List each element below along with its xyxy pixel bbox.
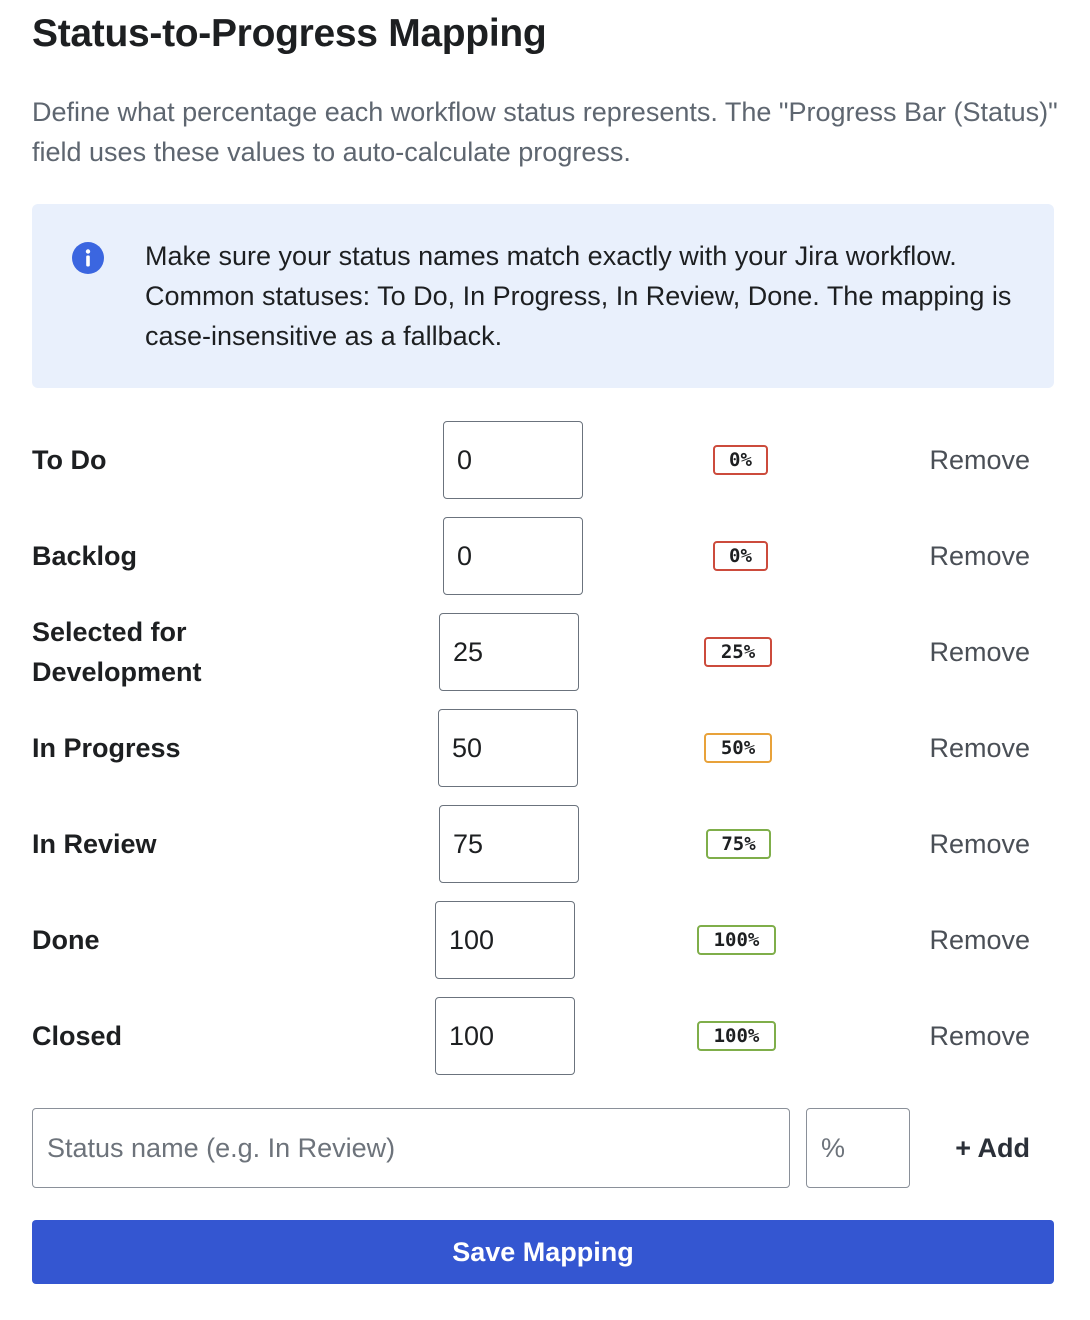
- remove-button[interactable]: Remove: [929, 796, 1030, 892]
- info-message: Make sure your status names match exactly with your Jira workflow. Common statuses: To Do, In Progress, In Review, Done. The mapping is case-insensitive as a fallback.: [145, 241, 1012, 351]
- mapping-row: [0, 508, 1090, 604]
- percent-input[interactable]: [435, 997, 575, 1075]
- add-button[interactable]: + Add: [955, 1108, 1030, 1188]
- mapping-row: [0, 988, 1090, 1084]
- info-icon: [72, 242, 104, 274]
- percent-input[interactable]: [443, 517, 583, 595]
- status-name: Backlog: [32, 541, 138, 571]
- mapping-row: [0, 604, 1090, 700]
- percent-badge: 50%: [704, 733, 772, 763]
- mapping-row: [0, 796, 1090, 892]
- remove-button[interactable]: Remove: [929, 988, 1030, 1084]
- remove-button[interactable]: Remove: [929, 412, 1030, 508]
- percent-badge: 0%: [713, 445, 768, 475]
- page-title: Status-to-Progress Mapping: [32, 12, 547, 55]
- status-name: In Progress: [32, 733, 181, 763]
- mapping-row: [0, 892, 1090, 988]
- percent-input[interactable]: [439, 805, 579, 883]
- percent-badge: 25%: [704, 637, 772, 667]
- remove-button[interactable]: Remove: [929, 508, 1030, 604]
- mapping-row: [0, 700, 1090, 796]
- percent-badge: 75%: [706, 829, 771, 859]
- page-description: Define what percentage each workflow status represents. The "Progress Bar (Status)" field uses these values to auto-calculate progress.: [32, 97, 1058, 167]
- remove-button[interactable]: Remove: [929, 892, 1030, 988]
- status-name: In Review: [32, 829, 157, 859]
- mapping-row: [0, 412, 1090, 508]
- percent-input[interactable]: [439, 613, 579, 691]
- status-name: Selected for Development: [32, 617, 202, 687]
- status-name: To Do: [32, 445, 107, 475]
- save-mapping-button[interactable]: Save Mapping: [32, 1220, 1054, 1284]
- remove-button[interactable]: Remove: [929, 604, 1030, 700]
- percent-input[interactable]: [438, 709, 578, 787]
- remove-button[interactable]: Remove: [929, 700, 1030, 796]
- percent-badge: 0%: [713, 541, 768, 571]
- percent-input[interactable]: [435, 901, 575, 979]
- status-name: Done: [32, 925, 100, 955]
- percent-badge: 100%: [697, 1021, 776, 1051]
- percent-input-new[interactable]: [806, 1108, 910, 1188]
- status-name: Closed: [32, 1021, 123, 1051]
- percent-badge: 100%: [697, 925, 776, 955]
- percent-input[interactable]: [443, 421, 583, 499]
- status-name-input[interactable]: [32, 1108, 790, 1188]
